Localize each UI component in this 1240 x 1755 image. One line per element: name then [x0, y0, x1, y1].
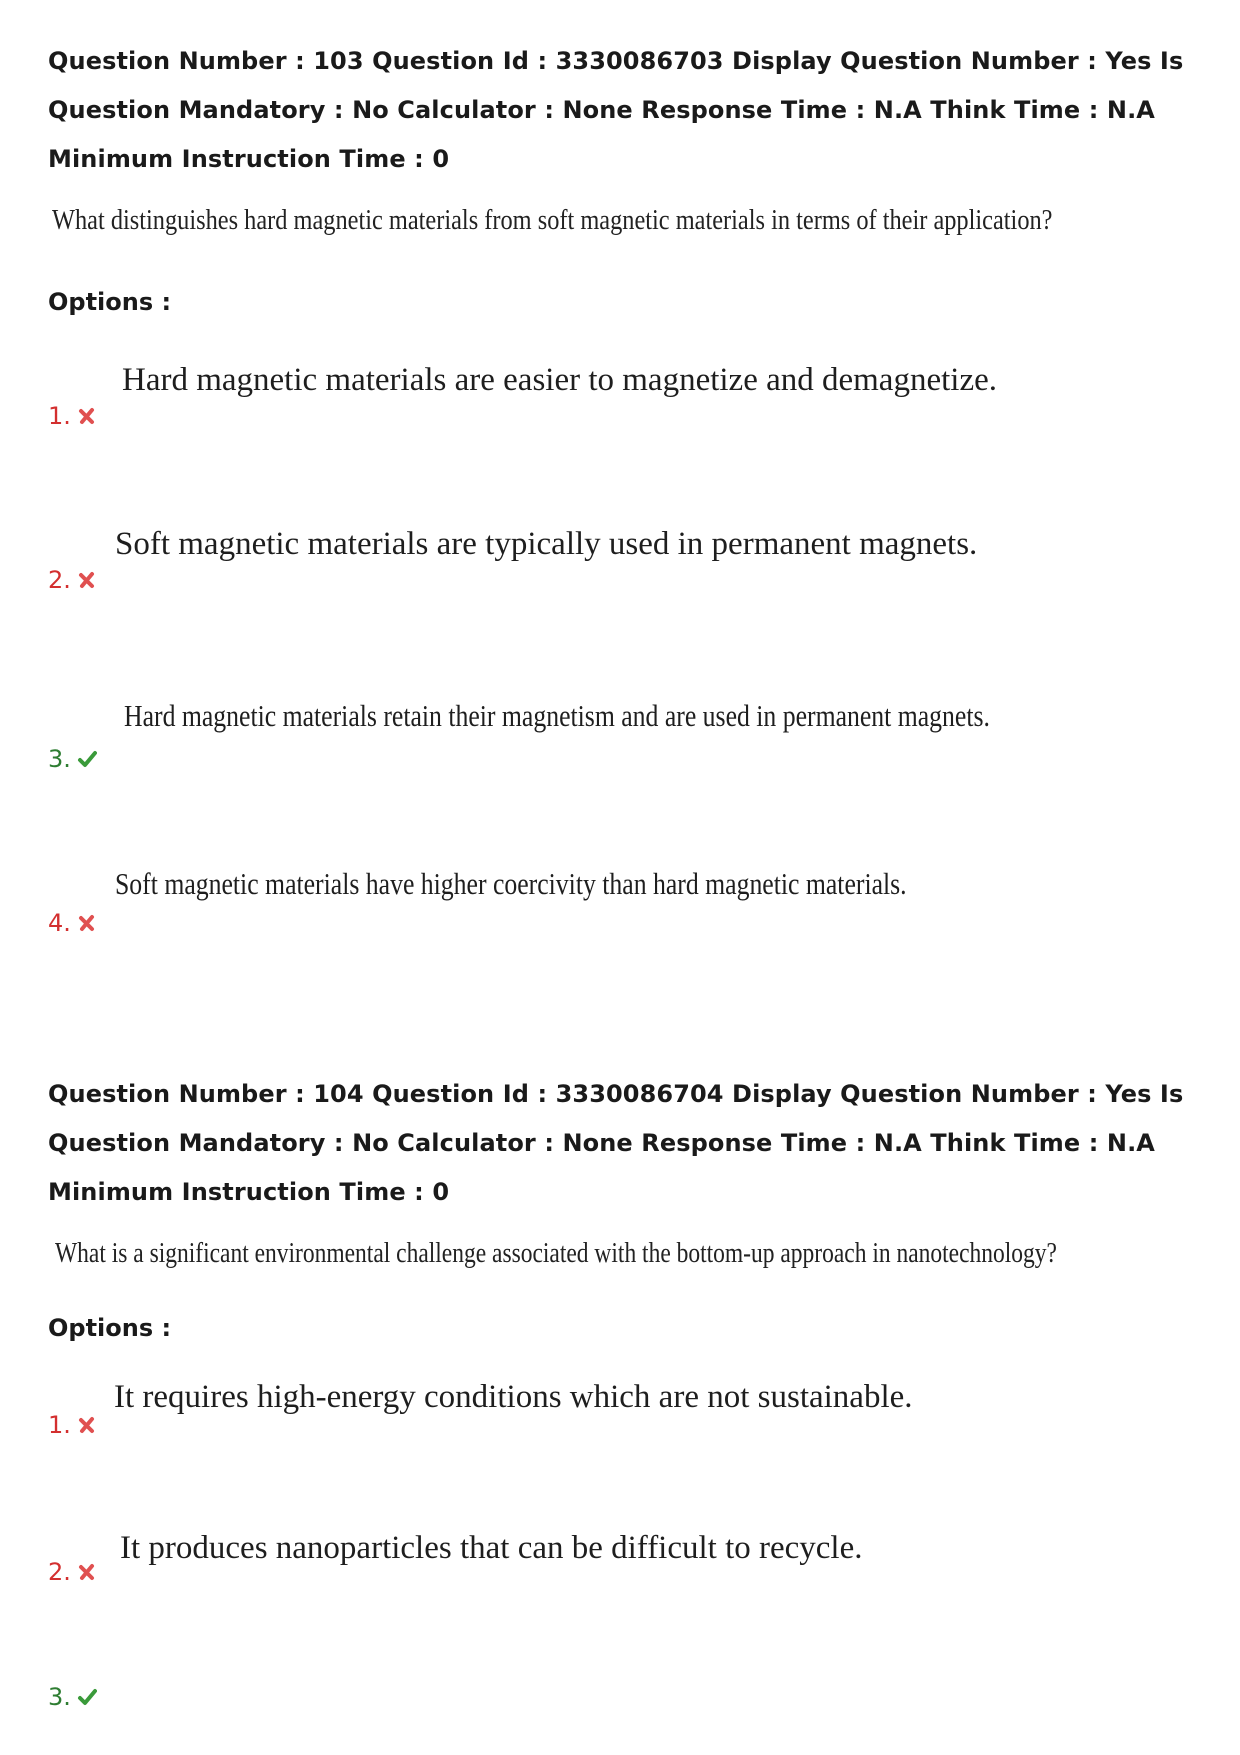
- cross-icon: [77, 406, 97, 426]
- option-number: 3.: [48, 745, 71, 773]
- question-103-option-2: [48, 566, 97, 594]
- option-number: 1.: [48, 402, 71, 430]
- option-number: 1.: [48, 1411, 71, 1439]
- question-103-option-4: [48, 909, 97, 937]
- question-103-header: Question Number : 103 Question Id : 3330086703 Display Question Number : Yes Is Question Mandatory : No Calculator : None Response Time : N.A Think Time : N.A Minimum Instruction Time : 0: [48, 47, 1184, 173]
- question-103-option-2-text: Soft magnetic materials are typically used in permanent magnets.: [115, 526, 978, 562]
- question-104-text: What is a significant environmental challenge associated with the bottom-up approach in nanotechnology?: [55, 1237, 1057, 1269]
- question-103-options-label: Options :: [48, 288, 172, 316]
- check-icon: [77, 749, 97, 769]
- check-icon: [77, 1687, 97, 1707]
- cross-icon: [77, 1562, 97, 1582]
- question-103-text: What distinguishes hard magnetic materials from soft magnetic materials in terms of their application?: [52, 204, 1053, 236]
- question-103-option-3-text: Hard magnetic materials retain their magnetism and are used in permanent magnets.: [124, 698, 990, 733]
- question-104-option-1: [48, 1411, 97, 1439]
- question-104-option-3: [48, 1683, 97, 1711]
- option-number: 2.: [48, 1558, 71, 1586]
- question-104-options-label: Options :: [48, 1314, 172, 1342]
- cross-icon: [77, 1415, 97, 1435]
- cross-icon: [77, 913, 97, 933]
- question-104-header: Question Number : 104 Question Id : 3330086704 Display Question Number : Yes Is Question Mandatory : No Calculator : None Response Time : N.A Think Time : N.A Minimum Instruction Time : 0: [48, 1080, 1184, 1206]
- question-103-option-4-text: Soft magnetic materials have higher coercivity than hard magnetic materials.: [115, 866, 907, 901]
- question-103-option-3: [48, 745, 97, 773]
- option-number: 4.: [48, 909, 71, 937]
- question-104-option-1-text: It requires high-energy conditions which are not sustainable.: [114, 1379, 913, 1415]
- question-103-option-1-text: Hard magnetic materials are easier to magnetize and demagnetize.: [122, 362, 997, 398]
- question-104-option-2: [48, 1558, 97, 1586]
- option-number: 2.: [48, 566, 71, 594]
- cross-icon: [77, 570, 97, 590]
- question-104-option-2-text: It produces nanoparticles that can be difficult to recycle.: [120, 1530, 863, 1566]
- question-103-option-1: [48, 402, 97, 430]
- option-number: 3.: [48, 1683, 71, 1711]
